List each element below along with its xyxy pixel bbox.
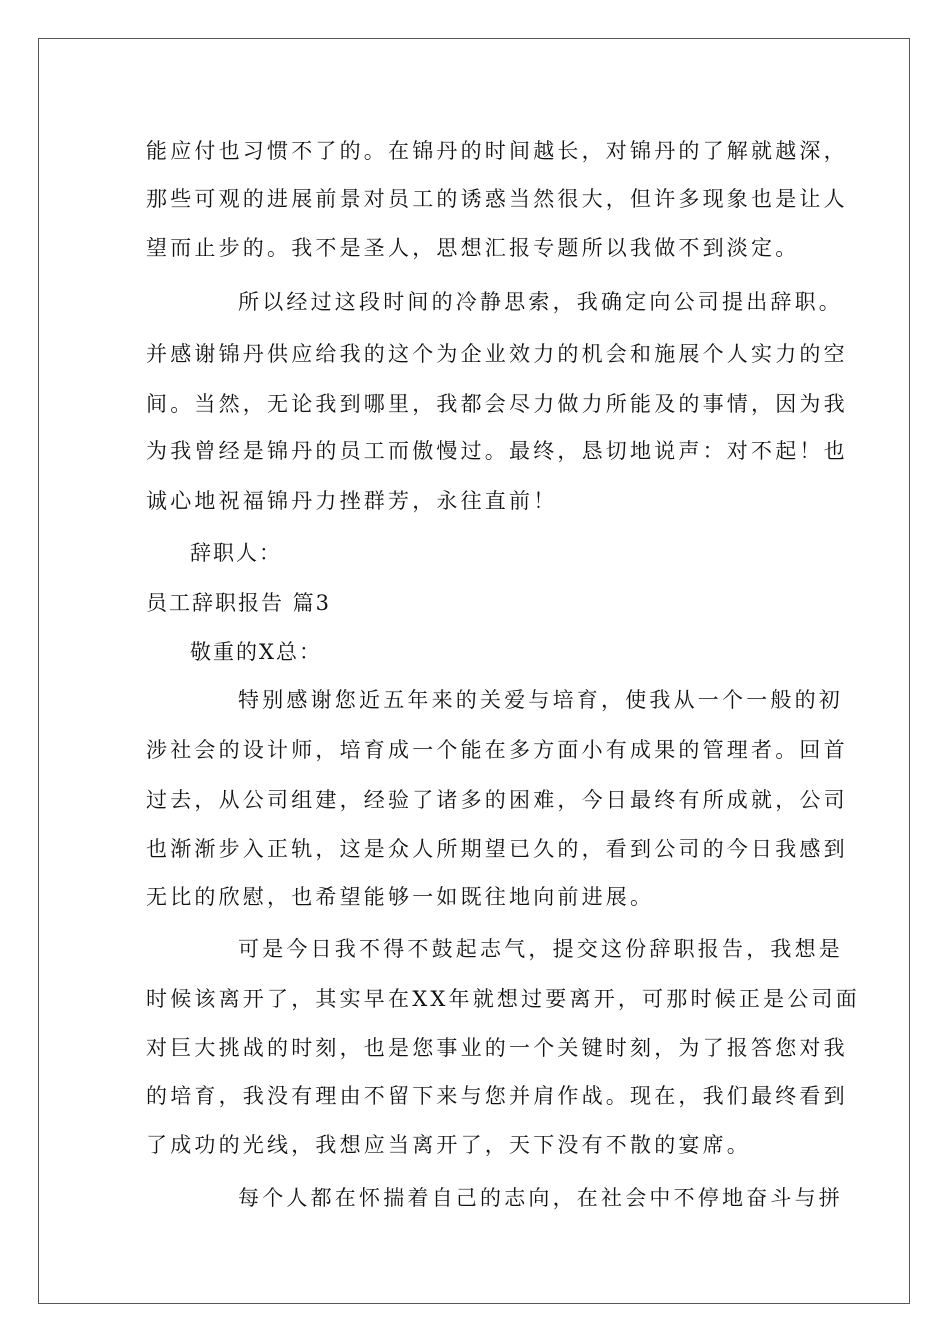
body-text-line: 也渐渐步入正轨，这是众人所期望已久的，看到公司的今日我感到 <box>146 837 848 861</box>
body-text-line: 涉社会的设计师，培育成一个能在多方面小有成果的管理者。回首 <box>146 738 848 762</box>
body-text-line: 诚心地祝福锦丹力挫群芳，永往直前！ <box>146 489 558 513</box>
body-text-line: 特别感谢您近五年来的关爱与培育，使我从一个一般的初 <box>238 688 843 712</box>
body-text-line: 对巨大挑战的时刻，也是您事业的一个关键时刻，为了报答您对我 <box>146 1036 848 1060</box>
body-text-line: 能应付也习惯不了的。在锦丹的时间越长，对锦丹的了解就越深， <box>146 139 848 163</box>
body-text-line: 时候该离开了，其实早在XX年就想过要离开，可那时候正是公司面 <box>146 987 860 1011</box>
body-text-line: 的培育，我没有理由不留下来与您并肩作战。现在，我们最终看到 <box>146 1084 848 1108</box>
body-text-line: 每个人都在怀揣着自己的志向，在社会中不停地奋斗与拼 <box>238 1186 843 1210</box>
body-text-line: 望而止步的。我不是圣人，思想汇报专题所以我做不到淡定。 <box>146 236 800 260</box>
page-border <box>38 38 910 1304</box>
signature-label: 辞职人： <box>190 541 282 565</box>
body-text-line: 所以经过这段时间的冷静思索，我确定向公司提出辞职。 <box>238 290 843 314</box>
salutation: 敬重的X总： <box>190 640 322 664</box>
body-text-line: 无比的欣慰，也希望能够一如既往地向前进展。 <box>146 885 655 909</box>
body-text-line: 过去，从公司组建，经验了诸多的困难，今日最终有所成就，公司 <box>146 788 848 812</box>
body-text-line: 那些可观的进展前景对员工的诱惑当然很大，但许多现象也是让人 <box>146 187 848 211</box>
body-text-line: 可是今日我不得不鼓起志气，提交这份辞职报告，我想是 <box>238 937 843 961</box>
body-text-line: 并感谢锦丹供应给我的这个为企业效力的机会和施展个人实力的空 <box>146 342 848 366</box>
body-text-line: 间。当然，无论我到哪里，我都会尽力做力所能及的事情，因为我 <box>146 392 848 416</box>
body-text-line: 为我曾经是锦丹的员工而傲慢过。最终，恳切地说声：对不起！也 <box>146 439 848 463</box>
section-heading: 员工辞职报告 篇3 <box>146 591 332 615</box>
body-text-line: 了成功的光线，我想应当离开了，天下没有不散的宴席。 <box>146 1133 751 1157</box>
